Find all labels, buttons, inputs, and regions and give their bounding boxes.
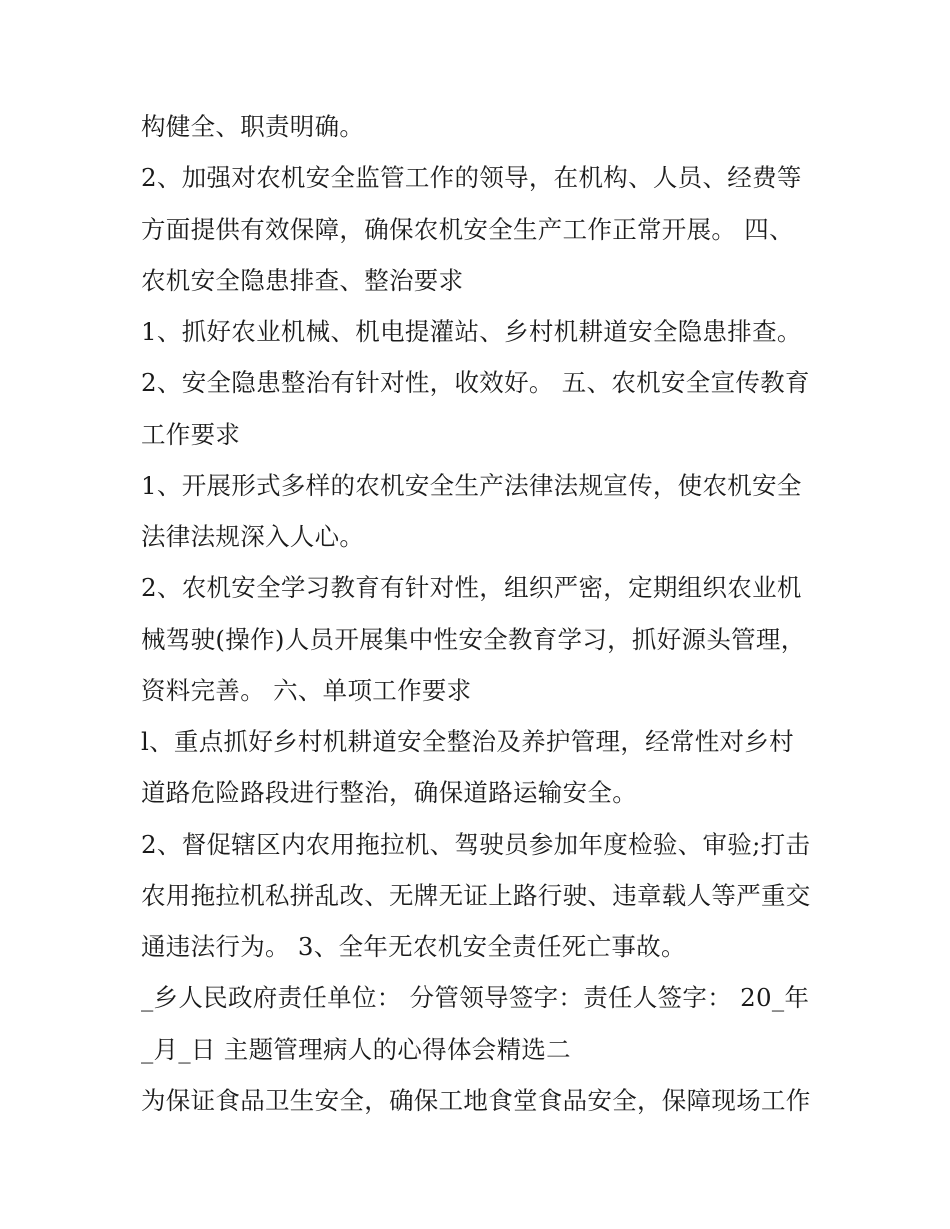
text-line: 2、督促辖区内农用拖拉机、驾驶员参加年度检验、审验;打击 [141,830,811,859]
text-line: _月_日 主题管理病人的心得体会精选二 [141,1035,571,1064]
text-line: 工作要求 [141,420,241,449]
text-line: 2、农机安全学习教育有针对性，组织严密，定期组织农业机 [141,573,802,602]
text-line: 械驾驶(操作)人员开展集中性安全教育学习，抓好源头管理， [141,625,806,654]
text-line: 为保证食品卫生安全，确保工地食堂食品安全，保障现场工作 [141,1086,811,1115]
text-line: 资料完善。 六、单项工作要求 [141,676,472,705]
text-line: 通违法行为。 3、全年无农机安全责任死亡事故。 [141,932,686,961]
text-line: 农用拖拉机私拼乱改、无牌无证上路行驶、违章载人等严重交 [141,881,811,910]
text-line: 2、安全隐患整治有针对性，收效好。 五、农机安全宣传教育 [141,368,810,397]
text-line: 方面提供有效保障，确保农机安全生产工作正常开展。 四、 [141,215,794,244]
text-line: l、重点抓好乡村机耕道安全整治及养护管理，经常性对乡村 [141,727,794,756]
text-line: 道路危险路段进行整治，确保道路运输安全。 [141,778,637,807]
text-line: 2、加强对农机安全监管工作的领导，在机构、人员、经费等 [141,163,802,192]
text-line: 1、开展形式多样的农机安全生产法律法规宣传，使农机安全 [141,471,802,500]
text-line: 1、抓好农业机械、机电提灌站、乡村机耕道安全隐患排查。 [141,317,802,346]
text-line: _乡人民政府责任单位： 分管领导签字：责任人签字： 20_年 [141,983,810,1012]
text-line: 构健全、职责明确。 [141,112,365,141]
text-line: 法律法规深入人心。 [141,522,365,551]
text-line: 农机安全隐患排查、整治要求 [141,266,464,295]
